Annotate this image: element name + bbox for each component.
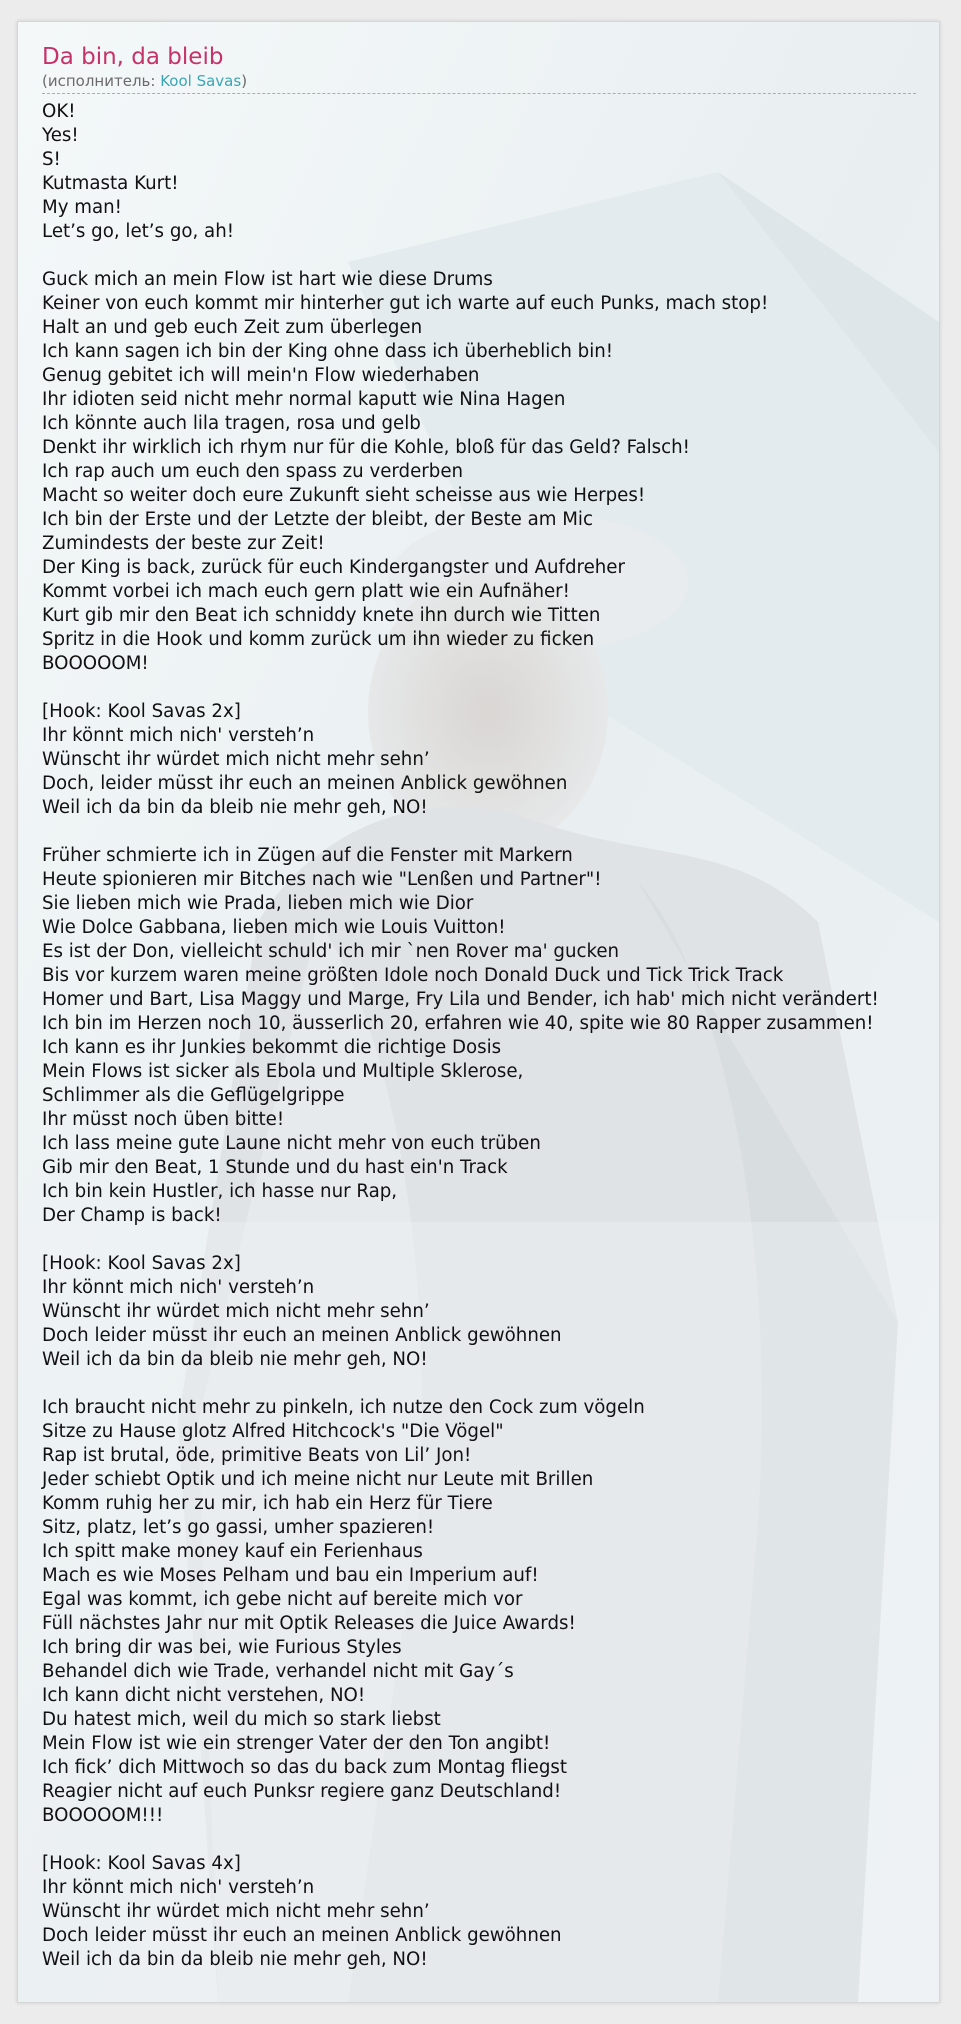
lyrics-line: Ihr müsst noch üben bitte!	[42, 1109, 285, 1130]
lyrics-line: Mein Flow ist wie ein strenger Vater der den Ton angibt!	[42, 1733, 551, 1754]
lyrics-line: Mach es wie Moses Pelham und bau ein Imperium auf!	[42, 1565, 539, 1586]
lyrics-line: Ich bin im Herzen noch 10, äusserlich 20, erfahren wie 40, spite wie 80 Rapper zusammen!	[42, 1013, 874, 1034]
lyrics-line: Sie lieben mich wie Prada, lieben mich wie Dior	[42, 893, 474, 914]
lyrics-line: Bis vor kurzem waren meine größten Idole noch Donald Duck und Tick Trick Track	[42, 965, 784, 986]
lyrics-line: Rap ist brutal, öde, primitive Beats von Lil’ Jon!	[42, 1445, 472, 1466]
lyrics-line: Heute spionieren mir Bitches nach wie "Lenßen und Partner"!	[42, 869, 602, 890]
lyrics-line: Der Champ is back!	[42, 1205, 222, 1226]
lyrics-line: Spritz in die Hook und komm zurück um ihn wieder zu ficken	[42, 629, 595, 650]
lyrics-line: Wünscht ihr würdet mich nicht mehr sehn’	[42, 1901, 430, 1922]
artist-prefix: (исполнитель:	[42, 72, 161, 90]
lyrics-line: Sitz, platz, let’s go gassi, umher spazieren!	[42, 1517, 435, 1538]
lyrics-line: Mein Flows ist sicker als Ebola und Multiple Sklerose,	[42, 1061, 524, 1082]
lyrics-line: Ich bring dir was bei, wie Furious Styles	[42, 1637, 402, 1658]
lyrics-line: Weil ich da bin da bleib nie mehr geh, NO!	[42, 797, 428, 818]
lyrics-line: Wie Dolce Gabbana, lieben mich wie Louis Vuitton!	[42, 917, 506, 938]
lyrics-line: Du hatest mich, weil du mich so stark liebst	[42, 1709, 441, 1730]
artist-line	[42, 72, 916, 90]
lyrics-line: Egal was kommt, ich gebe nicht auf bereite mich vor	[42, 1589, 523, 1610]
lyrics-line: Ich kann sagen ich bin der King ohne dass ich überheblich bin!	[42, 341, 614, 362]
lyrics-line: Guck mich an mein Flow ist hart wie diese Drums	[42, 269, 493, 290]
lyrics-line: Doch leider müsst ihr euch an meinen Anblick gewöhnen	[42, 1925, 562, 1946]
lyrics-line: Denkt ihr wirklich ich rhym nur für die Kohle, bloß für das Geld? Falsch!	[42, 437, 690, 458]
lyrics-line: Ihr könnt mich nich' versteh’n	[42, 1277, 315, 1298]
lyrics-line: Ich kann dicht nicht verstehen, NO!	[42, 1685, 366, 1706]
lyrics-line: [Hook: Kool Savas 2x]	[42, 1253, 241, 1274]
lyrics-line: My man!	[42, 197, 122, 218]
lyrics-line: Ihr könnt mich nich' versteh’n	[42, 725, 315, 746]
lyrics-line: Kutmasta Kurt!	[42, 173, 179, 194]
song-header	[42, 42, 916, 94]
lyrics-line: Sitze zu Hause glotz Alfred Hitchcock's "Die Vögel"	[42, 1421, 504, 1442]
lyrics-line: Schlimmer als die Geflügelgrippe	[42, 1085, 345, 1106]
lyrics-line: Keiner von euch kommt mir hinterher gut ich warte auf euch Punks, mach stop!	[42, 293, 769, 314]
lyrics-text	[42, 100, 939, 1996]
lyrics-line: Weil ich da bin da bleib nie mehr geh, NO!	[42, 1949, 428, 1970]
lyrics-stanza	[42, 844, 939, 1228]
lyrics-line: Füll nächstes Jahr nur mit Optik Releases die Juice Awards!	[42, 1613, 576, 1634]
lyrics-stanza	[42, 700, 939, 820]
lyrics-line: Zumindests der beste zur Zeit!	[42, 533, 325, 554]
lyrics-line: Gib mir den Beat, 1 Stunde und du hast ein'n Track	[42, 1157, 508, 1178]
lyrics-line: Ich lass meine gute Laune nicht mehr von euch trüben	[42, 1133, 541, 1154]
lyrics-line: Doch leider müsst ihr euch an meinen Anblick gewöhnen	[42, 1325, 562, 1346]
lyrics-line: Früher schmierte ich in Zügen auf die Fenster mit Markern	[42, 845, 573, 866]
lyrics-line: Ich braucht nicht mehr zu pinkeln, ich nutze den Cock zum vögeln	[42, 1397, 645, 1418]
lyrics-line: BOOOOOM!!!	[42, 1805, 164, 1826]
lyrics-line: Ich rap auch um euch den spass zu verderben	[42, 461, 464, 482]
lyrics-line: Komm ruhig her zu mir, ich hab ein Herz für Tiere	[42, 1493, 493, 1514]
lyrics-line: Kurt gib mir den Beat ich schniddy knete ihn durch wie Titten	[42, 605, 601, 626]
lyrics-line: Jeder schiebt Optik und ich meine nicht nur Leute mit Brillen	[42, 1469, 594, 1490]
lyrics-line: Der King is back, zurück für euch Kindergangster und Aufdreher	[42, 557, 625, 578]
lyrics-line: Ich kann es ihr Junkies bekommt die richtige Dosis	[42, 1037, 502, 1058]
lyrics-stanza	[42, 100, 939, 244]
lyrics-line: Es ist der Don, vielleicht schuld' ich mir `nen Rover ma' gucken	[42, 941, 620, 962]
lyrics-line: [Hook: Kool Savas 4x]	[42, 1853, 241, 1874]
lyrics-line: Ich bin kein Hustler, ich hasse nur Rap,	[42, 1181, 398, 1202]
lyrics-line: Ich fick’ dich Mittwoch so das du back zum Montag fliegst	[42, 1757, 568, 1778]
lyrics-line: Reagier nicht auf euch Punksr regiere ganz Deutschland!	[42, 1781, 562, 1802]
lyrics-line: OK!	[42, 101, 76, 122]
lyrics-line: Ich bin der Erste und der Letzte der bleibt, der Beste am Mic	[42, 509, 593, 530]
lyrics-line: Behandel dich wie Trade, verhandel nicht mit Gay´s	[42, 1661, 514, 1682]
lyrics-card	[17, 21, 940, 2003]
lyrics-line: BOOOOOM!	[42, 653, 149, 674]
lyrics-line: Yes!	[42, 125, 79, 146]
lyrics-line: Wünscht ihr würdet mich nicht mehr sehn’	[42, 749, 430, 770]
lyrics-line: Weil ich da bin da bleib nie mehr geh, NO!	[42, 1349, 428, 1370]
lyrics-stanza	[42, 1252, 939, 1372]
song-title: Da bin, da bleib	[42, 44, 224, 70]
lyrics-line: S!	[42, 149, 61, 170]
lyrics-line: Macht so weiter doch eure Zukunft sieht scheisse aus wie Herpes!	[42, 485, 646, 506]
lyrics-line: Ihr idioten seid nicht mehr normal kaputt wie Nina Hagen	[42, 389, 566, 410]
lyrics-line: Doch, leider müsst ihr euch an meinen Anblick gewöhnen	[42, 773, 568, 794]
lyrics-stanza	[42, 1396, 939, 1828]
lyrics-line: Kommt vorbei ich mach euch gern platt wie ein Aufnäher!	[42, 581, 570, 602]
lyrics-line: [Hook: Kool Savas 2x]	[42, 701, 241, 722]
lyrics-line: Homer und Bart, Lisa Maggy und Marge, Fry Lila und Bender, ich hab' mich nicht verändert!	[42, 989, 879, 1010]
lyrics-line: Ihr könnt mich nich' versteh’n	[42, 1877, 315, 1898]
lyrics-stanza	[42, 268, 939, 676]
lyrics-line: Wünscht ihr würdet mich nicht mehr sehn’	[42, 1301, 430, 1322]
lyrics-line: Ich spitt make money kauf ein Ferienhaus	[42, 1541, 423, 1562]
artist-suffix: )	[241, 72, 248, 90]
lyrics-line: Halt an und geb euch Zeit zum überlegen	[42, 317, 423, 338]
lyrics-line: Genug gebitet ich will mein'n Flow wiederhaben	[42, 365, 480, 386]
artist-link[interactable]: Kool Savas	[160, 72, 242, 90]
lyrics-line: Let’s go, let’s go, ah!	[42, 221, 235, 242]
lyrics-stanza	[42, 1852, 939, 1972]
lyrics-line: Ich könnte auch lila tragen, rosa und gelb	[42, 413, 421, 434]
